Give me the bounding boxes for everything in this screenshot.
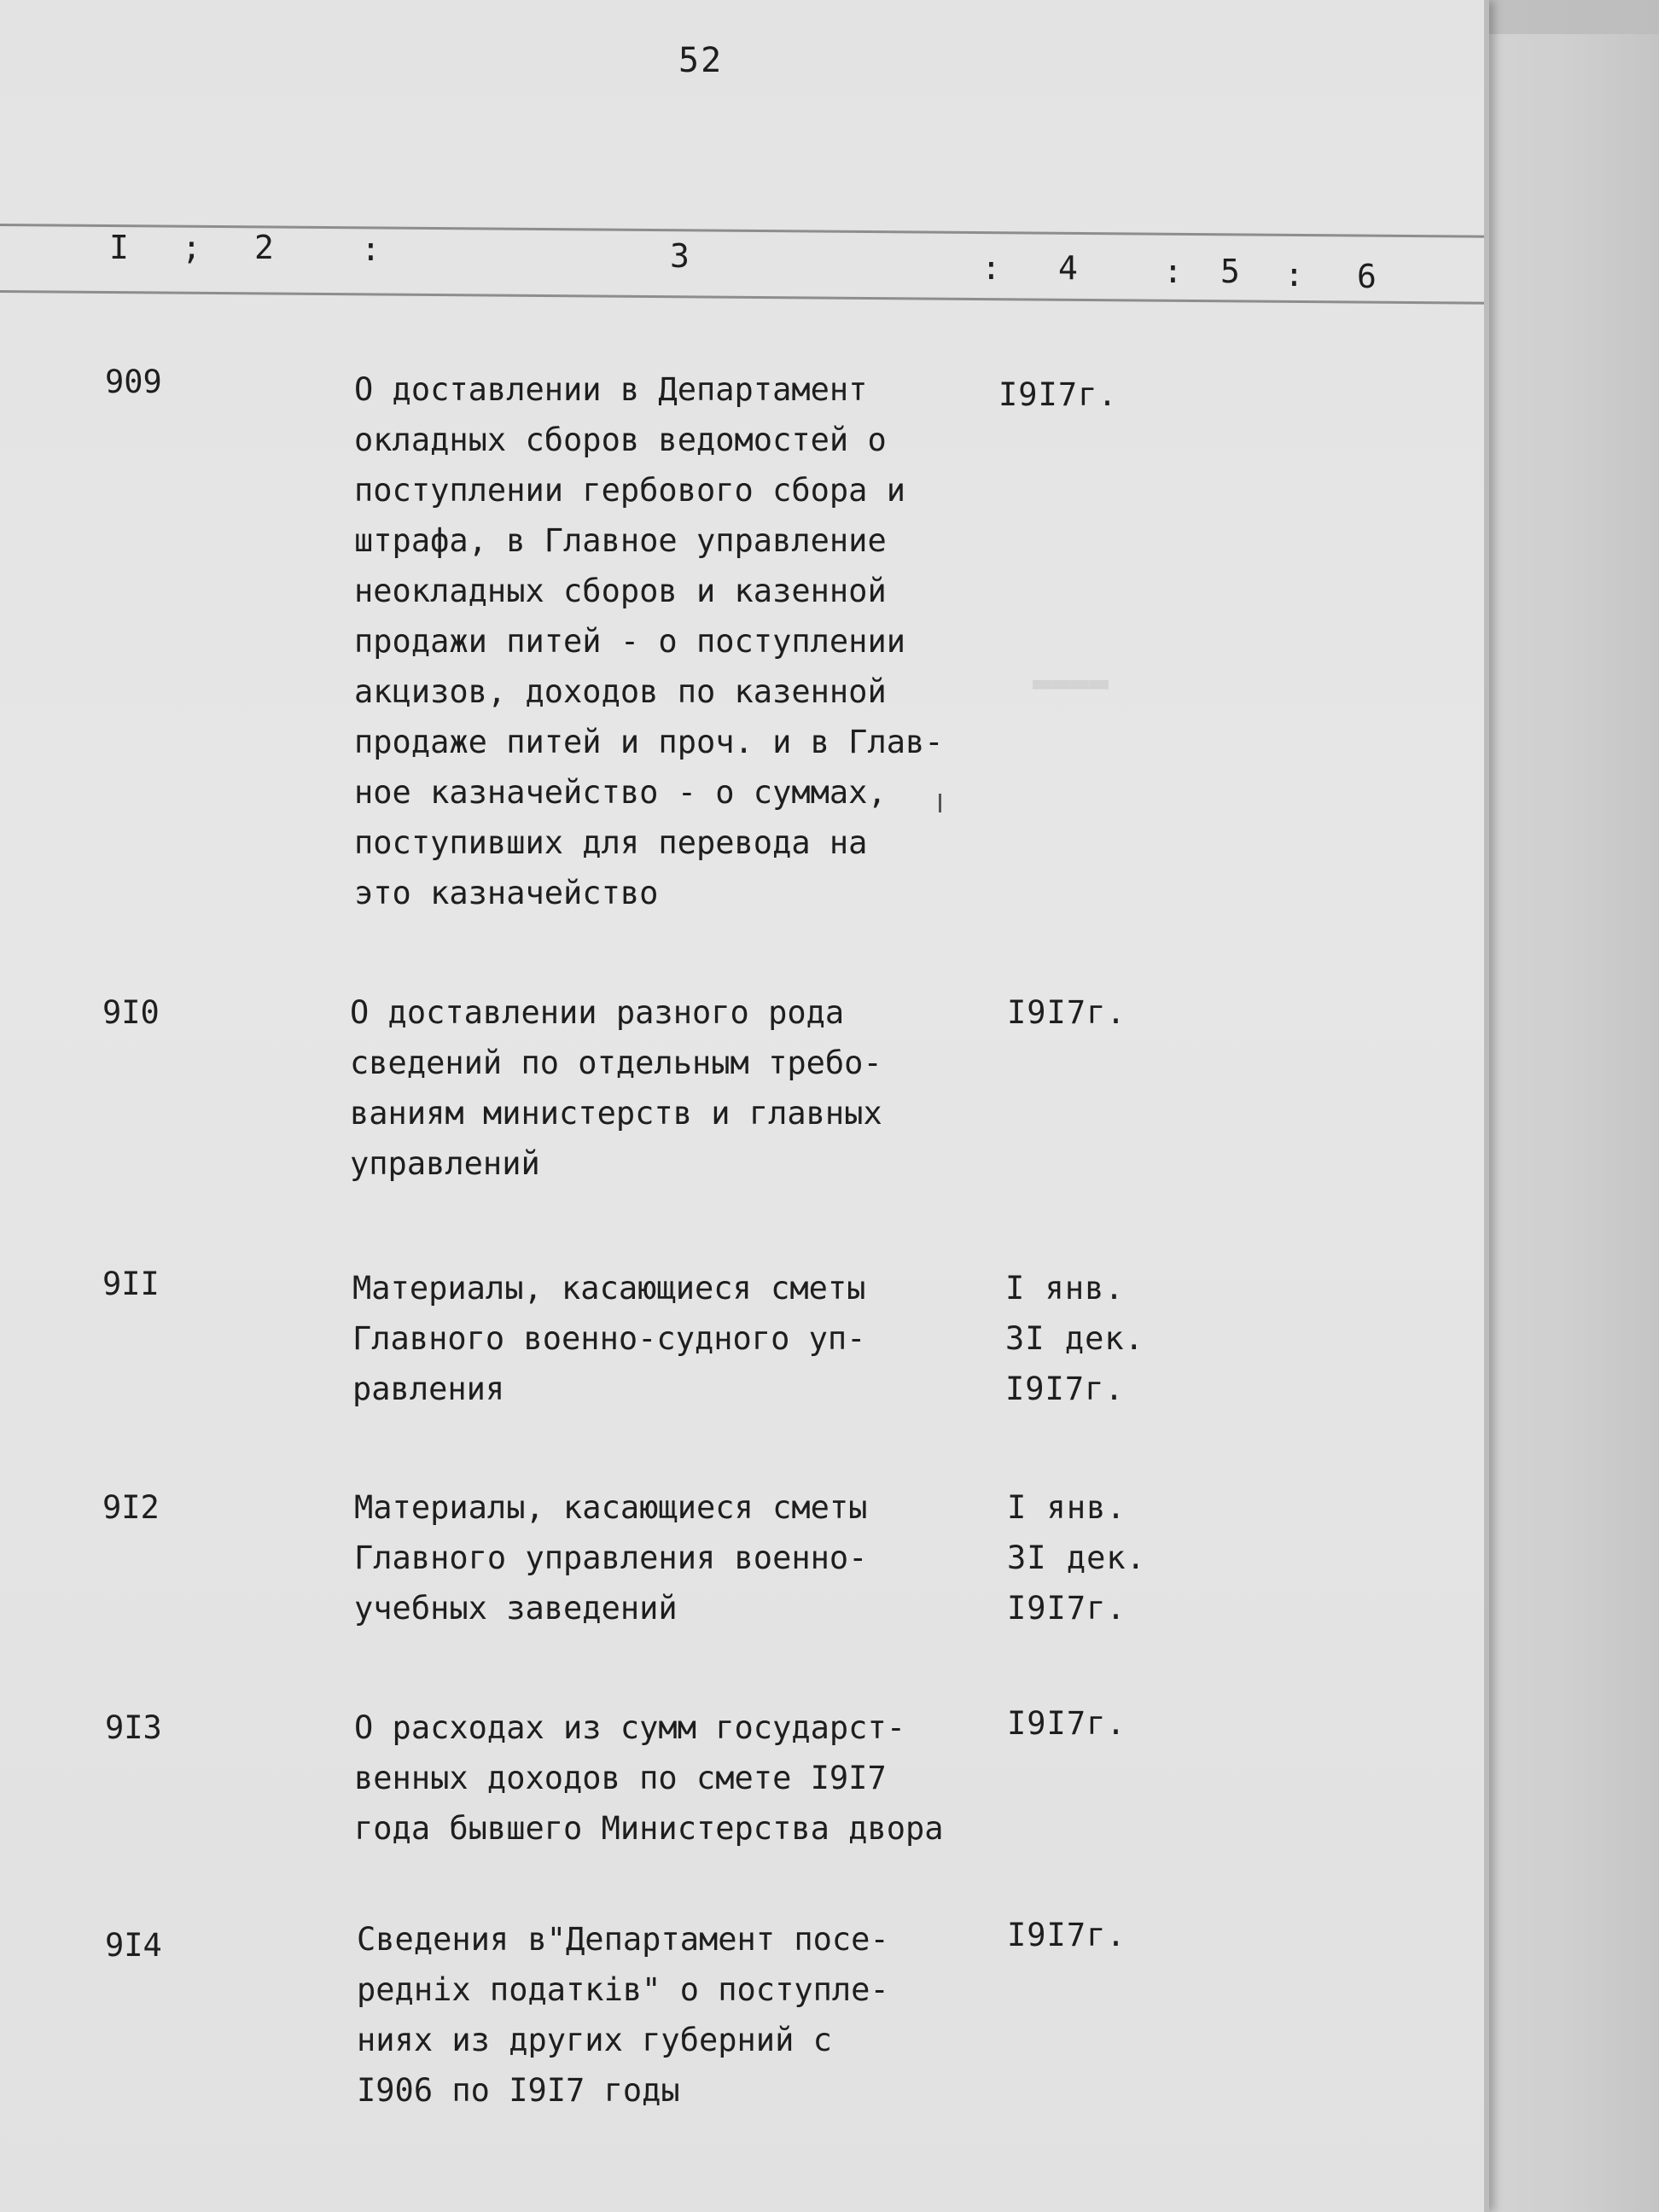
entry-description: О доставлении разного рода сведений по отдельным требо- ваниям министерств и главных управлений xyxy=(350,994,882,1182)
entry-description: Материалы, касающиеся сметы Главного военно-судного уп- равления xyxy=(352,1270,866,1407)
entry-number: 9I2 xyxy=(102,1489,160,1526)
header-rule-bottom xyxy=(0,290,1489,305)
page-number: 52 xyxy=(678,41,724,80)
header-rule-top xyxy=(0,224,1489,238)
entry-number: 9I4 xyxy=(105,1927,162,1964)
bleed-through-text: ▬▬▬▬ xyxy=(1033,664,1109,701)
header-separator: : xyxy=(361,230,381,268)
entry-description: Сведения в"Департамент посе- реднiх податкiв" о поступле- ниях из других губерний с I906 по I9I7 годы xyxy=(357,1921,889,2109)
entry-date: I янв. 3I дек. I9I7г. xyxy=(1007,1489,1146,1627)
entry-date: I9I7г. xyxy=(1007,1917,1126,1953)
stray-ink-mark xyxy=(939,794,941,812)
entry-description: Материалы, касающиеся сметы Главного управления военно- учебных заведений xyxy=(354,1489,868,1627)
entry-date: I янв. 3I дек. I9I7г. xyxy=(1005,1270,1144,1407)
header-col-5: 5 xyxy=(1220,253,1240,290)
entry-date: I9I7г. xyxy=(1007,1705,1126,1742)
header-col-2: 2 xyxy=(254,229,274,266)
header-col-4: 4 xyxy=(1058,249,1078,287)
header-col-3: 3 xyxy=(670,237,690,275)
entry-date: I9I7г. xyxy=(1007,994,1126,1031)
header-separator: : xyxy=(1163,253,1183,290)
entry-number: 9I0 xyxy=(102,994,160,1031)
header-separator: : xyxy=(1284,256,1304,294)
header-col-6: 6 xyxy=(1357,258,1377,295)
entry-number: 909 xyxy=(105,364,162,400)
entry-number: 9I3 xyxy=(105,1709,162,1746)
header-col-1: I xyxy=(109,229,129,266)
entry-date: I9I7г. xyxy=(998,376,1118,413)
entry-description: О доставлении в Департамент окладных сборов ведомостей о поступлении гербового сбора и штрафа, в Главное управление неокладных сборов и казенной продажи питей - о поступлении акцизов, доходов по казенной продаже питей и проч. и в Глав- ное казначейство - о суммах, поступивших для перевода на это казначейство xyxy=(354,371,944,911)
entry-number: 9II xyxy=(102,1266,160,1302)
entry-description: О расходах из сумм государст- венных доходов по смете I9I7 года бывшего Министерства двора xyxy=(354,1709,944,1847)
header-separator: : xyxy=(981,249,1001,287)
header-separator: ; xyxy=(182,229,201,266)
